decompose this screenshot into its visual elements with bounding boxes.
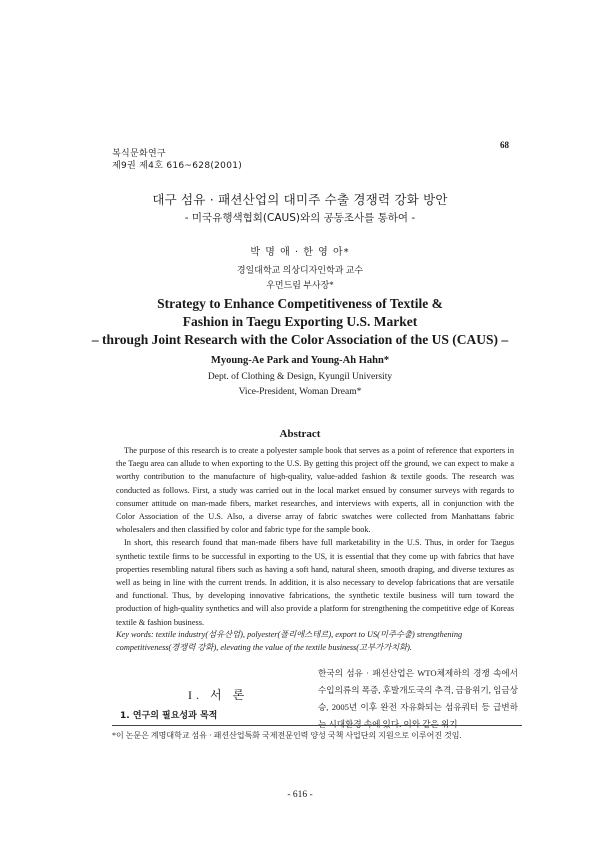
english-title-line-2: Fashion in Taegu Exporting U.S. Market bbox=[182, 314, 418, 329]
korean-affiliation-2: 우먼드림 부사장* bbox=[266, 280, 334, 290]
korean-authors: 박 명 애 · 한 영 아* bbox=[250, 247, 350, 258]
footnote-divider bbox=[112, 725, 522, 726]
page-footer: - 616 - bbox=[287, 790, 313, 800]
abstract-paragraph-2: In short, this research found that man-made fibers have full marketability in the U.S. Thus, in order for Taegus synthetic textile firms to be successful in exporting to the US, it is essential that they come up with fabrics that have properties resembling natural fibers such as having a soft hand, natural sheen, smooth draping, and diverse textures as well as being in line with the current trends. In addition, it is also necessary to develop fabrications that are versatile and functional. Thus, by developing innovative fabrications, the synthetic textile business will turn toward the production of high-quality synthetics and will also provide a platform for strengthening the competitive edge of Koreas textile & fashion business. bbox=[116, 538, 514, 627]
korean-subtitle: - 미국유행색협회(CAUS)와의 공동조사를 통하여 - bbox=[184, 212, 416, 224]
journal-volume: 제9권 제4호 616~628(2001) bbox=[112, 161, 243, 171]
abstract-heading: Abstract bbox=[279, 428, 321, 440]
journal-info bbox=[112, 148, 242, 172]
korean-title: 대구 섬유 · 패션산업의 대미주 수출 경쟁력 강화 방안 bbox=[152, 192, 448, 207]
abstract-paragraph-1: The purpose of this research is to create a polyester sample book that serves as a point of reference that exporters in the Taegu area can allude to when exporting to the U.S. By getting this project off the ground, we can expect to make a worthy contribution to the manufacture of high-quality, value-added fashion & textile goods. The research was conducted as follows. First, a study was carried out in the local market ensued by consumer surveys with regards to consumer attitude on man-made fibers, market researches, and interviews with experts, all in conjunction with the Color Association of the U.S. Also, a diverse array of fabric swatches were collected from Manhattans fabric wholesalers and then classified by color and fabric type for the sample book. bbox=[116, 446, 514, 535]
footnote: *이 논문은 계명대학교 섬유 · 패션산업특화 국제전문인력 양성 국책 사업단의 지원으로 이루어진 것임. bbox=[112, 731, 462, 740]
english-authors: Myoung-Ae Park and Young-Ah Hahn* bbox=[210, 355, 390, 366]
english-affiliation-2: Vice-President, Woman Dream* bbox=[238, 387, 362, 397]
english-affiliation-1: Dept. of Clothing & Design, Kyungil University bbox=[207, 372, 393, 382]
section-heading: I. 서 론 bbox=[188, 688, 249, 702]
journal-name: 복식문화연구 bbox=[112, 149, 166, 159]
english-title-line-3: – through Joint Research with the Color Association of the US (CAUS) – bbox=[91, 332, 509, 347]
english-title-line-1: Strategy to Enhance Competitiveness of Textile & bbox=[157, 296, 443, 311]
subsection-heading: 1. 연구의 필요성과 목적 bbox=[120, 711, 218, 721]
korean-affiliation-1: 경일대학교 의상디자인학과 교수 bbox=[236, 265, 364, 275]
keywords: Key words: textile industry(섬유산업), polyester(폴리에스테르), export to US(미주수출) strengthening competitiveness(경쟁력 강화), elevating the value of the textile business(고부가가치화). bbox=[116, 630, 463, 653]
body-text-right-column: 한국의 섬유 · 패션산업은 WTO체제하의 경쟁 속에서 수입의류의 폭증, 후발개도국의 추격, 금융위기, 임금상승, 2005년 이후 완전 자유화되는 섬유쿼터 등 급변하는 시대환경 속에 있다. 이와 같은 위기 bbox=[318, 668, 518, 729]
abstract-body bbox=[116, 444, 514, 629]
page-number: 68 bbox=[500, 140, 509, 150]
